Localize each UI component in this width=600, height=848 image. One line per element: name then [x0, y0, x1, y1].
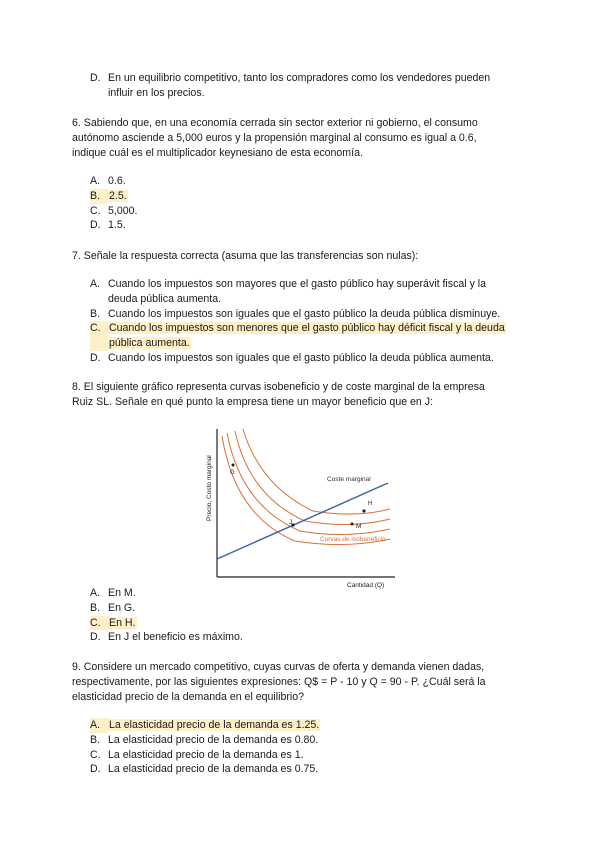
- point-h-label: H: [368, 501, 373, 507]
- q6-stem-line: 6. Sabiendo que, en una economía cerrada sin sector exterior ni gobierno, el consumo: [72, 117, 478, 129]
- q9-stem-line: 9. Considere un mercado competitivo, cuyas curvas de oferta y demanda vienen dadas,: [72, 661, 485, 673]
- option-text: La elasticidad precio de la demanda es 1.25.: [109, 719, 320, 731]
- q8-option-c[interactable]: [90, 616, 540, 631]
- option-text: En J el beneficio es máximo.: [108, 631, 243, 644]
- option-text-line1: En un equilibrio competitivo, tanto los compradores como los vendedores pueden: [108, 72, 491, 84]
- option-letter: D.: [90, 631, 101, 644]
- option-letter: B.: [90, 601, 101, 614]
- option-text: En G.: [108, 601, 136, 614]
- q9-option-a[interactable]: [90, 718, 540, 733]
- option-letter: D.: [90, 351, 101, 364]
- option-text: 1.5.: [108, 219, 126, 232]
- isoprofit-curve-1: [222, 436, 390, 545]
- option-letter: B.: [90, 307, 101, 320]
- q7-option-d[interactable]: [90, 351, 540, 366]
- point-j-label: J: [289, 519, 293, 526]
- q7-stem: 7. Señale la respuesta correcta (asuma que las transferencias son nulas):: [72, 250, 419, 262]
- q6-stem-line: autónomo asciende a 5,000 euros y la propensión marginal al consumo es igual a 0.6,: [72, 132, 477, 144]
- option-letter: D.: [90, 72, 101, 84]
- option-text: En M.: [108, 587, 136, 599]
- option-text: La elasticidad precio de la demanda es 1.: [108, 748, 304, 761]
- q8-option-a[interactable]: [90, 586, 540, 601]
- q6-option-d[interactable]: [90, 218, 540, 233]
- q8-stem-line: Ruiz SL. Señale en qué punto la empresa tiene un mayor beneficio que en J:: [72, 396, 434, 408]
- q6-option-b[interactable]: [90, 189, 540, 204]
- x-axis-label: Cantidad (Q): [347, 582, 385, 589]
- q5-option-d[interactable]: [90, 71, 540, 101]
- q8-stem-line: 8. El siguiente gráfico representa curvas isobeneficio y de coste marginal de la empresa: [72, 381, 485, 393]
- option-letter: A.: [90, 175, 101, 187]
- option-letter: C.: [90, 321, 108, 351]
- option-letter: B.: [90, 189, 108, 204]
- option-letter: D.: [90, 219, 101, 232]
- option-text: 2.5.: [109, 189, 127, 202]
- iso-label: Curvas de isobeneficio: [320, 536, 386, 543]
- q6-option-a[interactable]: [90, 174, 540, 189]
- option-text: 5,000.: [108, 204, 138, 217]
- q6-stem: [72, 116, 532, 161]
- option-text-line1: Cuando los impuestos son menores que el gasto público hay déficit fiscal y la deuda: [109, 322, 505, 335]
- point-g-label: G: [230, 470, 235, 476]
- option-text: La elasticidad precio de la demanda es 0.80.: [108, 733, 319, 746]
- q7-option-b[interactable]: [90, 307, 540, 322]
- q8-stem: [72, 380, 532, 410]
- isoprofit-curve-2: [227, 433, 390, 535]
- q7-option-c[interactable]: [90, 321, 540, 351]
- q9-options: [90, 718, 540, 777]
- q9-option-d[interactable]: [90, 762, 540, 777]
- q9-option-b[interactable]: [90, 733, 540, 748]
- option-text-line2: influir en los precios.: [108, 86, 205, 99]
- q6-options: [90, 174, 540, 233]
- isoprofit-chart: [205, 421, 400, 591]
- option-text-line1: Cuando los impuestos son mayores que el gasto público hay superávit fiscal y la: [108, 278, 487, 290]
- option-letter: C.: [90, 748, 101, 761]
- option-text-line2: pública aumenta.: [109, 337, 190, 350]
- point-g: [232, 464, 235, 467]
- q8-option-d[interactable]: [90, 630, 540, 645]
- y-axis-label: Precio, Costo marginal: [206, 455, 213, 521]
- q8-options: [90, 586, 540, 645]
- point-m-label: M: [356, 523, 362, 530]
- point-h: [362, 509, 365, 512]
- option-text: Cuando los impuestos son iguales que el gasto público la deuda pública disminuye.: [108, 307, 501, 320]
- option-text: 0.6.: [108, 175, 126, 187]
- q9-stem-line: elasticidad precio de la demanda en el equilibrio?: [72, 691, 305, 703]
- option-letter: A.: [90, 278, 101, 290]
- option-letter: A.: [90, 587, 101, 599]
- option-text: La elasticidad precio de la demanda es 0.75.: [108, 763, 319, 776]
- option-text: En H.: [109, 616, 136, 629]
- point-m: [351, 523, 354, 526]
- marginal-cost-line: [217, 483, 388, 559]
- mc-label: Coste marginal: [327, 476, 371, 483]
- q9-stem-line: respectivamente, por las siguientes expresiones: Q$ = P - 10 y Q = 90 - P. ¿Cuál será la: [72, 676, 486, 688]
- q6-option-c[interactable]: [90, 204, 540, 219]
- option-letter: B.: [90, 733, 101, 746]
- option-letter: D.: [90, 763, 101, 776]
- q9-option-c[interactable]: [90, 748, 540, 763]
- q7-options: [90, 277, 540, 366]
- q8-option-b[interactable]: [90, 601, 540, 616]
- q6-stem-line: indique cuál es el multiplicador keynesiano de esta economía.: [72, 147, 363, 159]
- option-letter: A.: [90, 718, 108, 733]
- q5-options: [90, 71, 540, 101]
- option-letter: C.: [90, 616, 108, 631]
- option-text: Cuando los impuestos son iguales que el gasto público la deuda pública aumenta.: [108, 351, 494, 364]
- chart-svg: [205, 421, 400, 591]
- q9-stem: [72, 660, 532, 705]
- option-text-line2: deuda pública aumenta.: [108, 292, 222, 305]
- option-letter: C.: [90, 204, 101, 217]
- q7-option-a[interactable]: [90, 277, 540, 307]
